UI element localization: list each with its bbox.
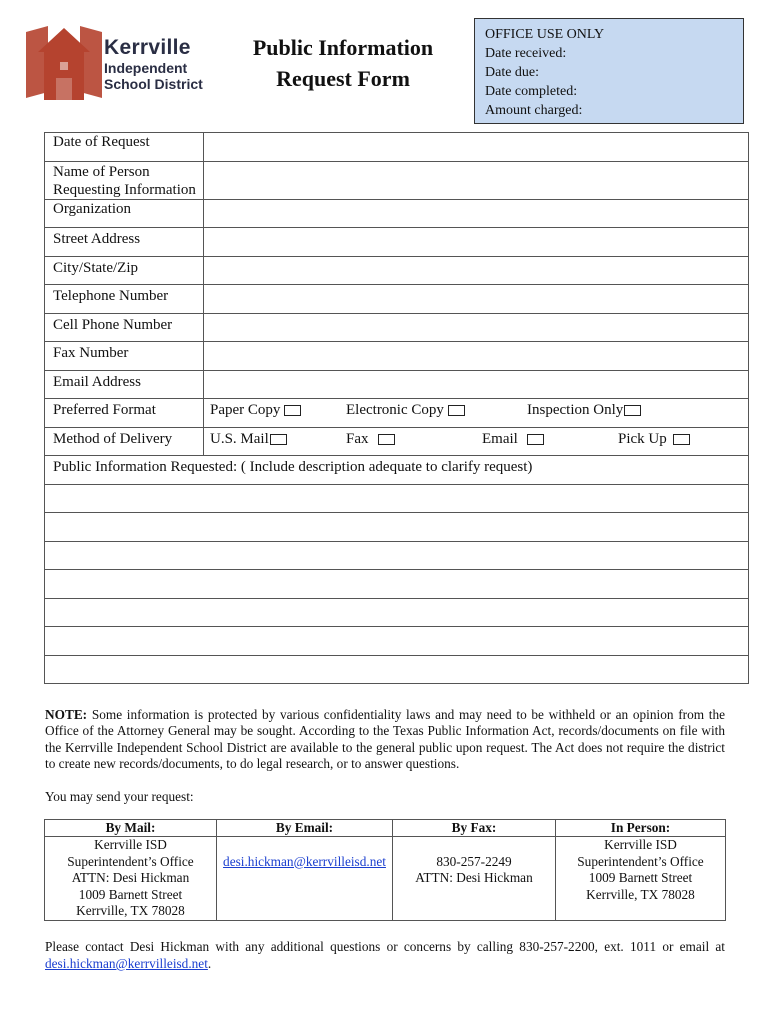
- mail-line-5: Kerrville, TX 78028: [76, 903, 185, 919]
- delivery-pickup-option[interactable]: [618, 430, 690, 448]
- footer-end: .: [207, 956, 212, 971]
- delivery-mail-option[interactable]: [210, 430, 287, 448]
- delivery-fax-label: Fax: [346, 431, 369, 447]
- by-email-address: [217, 837, 393, 921]
- person-line-1: Kerrville ISD: [604, 837, 677, 853]
- method-delivery-options: [204, 428, 749, 456]
- fax-number-label: Fax Number: [45, 342, 204, 371]
- method-delivery-label: Method of Delivery: [45, 428, 204, 456]
- fax-number-field[interactable]: [204, 342, 749, 371]
- office-date-completed: Date completed:: [485, 84, 578, 99]
- person-line-2: Superintendent’s Office: [577, 853, 704, 869]
- delivery-email-option[interactable]: [482, 430, 544, 448]
- email-link[interactable]: desi.hickman@kerrvilleisd.net: [223, 853, 386, 869]
- send-request-label: You may send your request:: [45, 789, 194, 804]
- format-inspection-label: Inspection Only: [527, 402, 624, 418]
- contact-methods-table: [44, 819, 726, 921]
- mail-line-3: ATTN: Desi Hickman: [71, 870, 190, 886]
- fax-attn: ATTN: Desi Hickman: [415, 870, 533, 886]
- office-use-box: [474, 18, 744, 124]
- organization-label: Organization: [45, 200, 204, 228]
- person-line-4: Kerrville, TX 78028: [586, 886, 695, 902]
- name-person-label: Name of Person Requesting Information: [45, 162, 204, 200]
- name-person-field[interactable]: [204, 162, 749, 200]
- format-paper-label: Paper Copy: [210, 402, 281, 418]
- in-person-address: [556, 837, 726, 921]
- request-line-3[interactable]: [45, 542, 749, 570]
- schoolhouse-icon: [24, 22, 104, 104]
- delivery-pickup-checkbox[interactable]: [673, 434, 690, 445]
- delivery-mail-label: U.S. Mail: [210, 431, 269, 447]
- logo-text-line1: Kerrville: [104, 36, 191, 59]
- delivery-fax-option[interactable]: [346, 430, 395, 448]
- fax-number: 830-257-2249: [436, 853, 512, 869]
- preferred-format-label: Preferred Format: [45, 399, 204, 428]
- info-requested-label: Public Information Requested: ( Include description adequate to clarify request): [45, 456, 749, 485]
- by-mail-heading: By Mail:: [45, 820, 217, 837]
- by-fax-heading: By Fax:: [393, 820, 556, 837]
- contact-footer: [45, 938, 725, 972]
- mail-line-2: Superintendent’s Office: [67, 853, 194, 869]
- office-date-received: Date received:: [485, 46, 567, 61]
- telephone-field[interactable]: [204, 285, 749, 314]
- format-electronic-option[interactable]: [346, 401, 465, 419]
- cell-phone-field[interactable]: [204, 314, 749, 342]
- title-line2: Request Form: [276, 66, 410, 91]
- footer-email-link[interactable]: desi.hickman@kerrvilleisd.net: [45, 956, 208, 971]
- telephone-label: Telephone Number: [45, 285, 204, 314]
- request-line-2[interactable]: [45, 513, 749, 542]
- format-inspection-option[interactable]: [527, 401, 641, 419]
- by-mail-address: [45, 837, 217, 921]
- by-fax-details: [393, 837, 556, 921]
- format-electronic-label: Electronic Copy: [346, 402, 444, 418]
- note-paragraph: [45, 707, 725, 772]
- format-inspection-checkbox[interactable]: [624, 405, 641, 416]
- delivery-email-label: Email: [482, 431, 518, 447]
- date-of-request-label: Date of Request: [45, 133, 204, 162]
- title-line1: Public Information: [252, 35, 434, 60]
- mail-line-4: 1009 Barnett Street: [78, 886, 183, 902]
- request-line-1[interactable]: [45, 485, 749, 513]
- delivery-email-checkbox[interactable]: [527, 434, 544, 445]
- district-logo: [24, 22, 224, 104]
- cell-phone-label: Cell Phone Number: [45, 314, 204, 342]
- delivery-pickup-label: Pick Up: [618, 431, 667, 447]
- note-bold-label: NOTE:: [45, 707, 88, 722]
- logo-text-line3: School District: [104, 76, 203, 92]
- in-person-heading: In Person:: [556, 820, 726, 837]
- street-address-label: Street Address: [45, 228, 204, 257]
- preferred-format-options: [204, 399, 749, 428]
- request-line-7[interactable]: [45, 656, 749, 684]
- request-line-4[interactable]: [45, 570, 749, 599]
- logo-text-line2: Independent: [104, 60, 188, 76]
- email-address-label: Email Address: [45, 371, 204, 399]
- street-address-field[interactable]: [204, 228, 749, 257]
- format-paper-option[interactable]: [210, 401, 301, 419]
- delivery-fax-checkbox[interactable]: [378, 434, 395, 445]
- organization-field[interactable]: [204, 200, 749, 228]
- office-amount-charged: Amount charged:: [485, 103, 583, 118]
- footer-text: Please contact Desi Hickman with any additional questions or concerns by calling 830-257-2200, ext. 1011 or email at: [45, 939, 725, 954]
- format-electronic-checkbox[interactable]: [448, 405, 465, 416]
- mail-line-1: Kerrville ISD: [94, 837, 167, 853]
- office-heading: OFFICE USE ONLY: [485, 27, 605, 42]
- form-title: [238, 32, 448, 94]
- note-text: Some information is protected by various confidentiality laws and may need to be withheld or an opinion from the Office of the Attorney General may be sought. According to the Texas Public Information Act, records/documents on file with the Kerrville Independent School District are available to the general public upon request. The Act does not require the district to create new records/documents, to do legal research, or to answer questions.: [45, 707, 725, 771]
- office-date-due: Date due:: [485, 65, 540, 80]
- email-address-field[interactable]: [204, 371, 749, 399]
- person-line-3: 1009 Barnett Street: [588, 870, 693, 886]
- city-state-zip-field[interactable]: [204, 257, 749, 285]
- date-of-request-field[interactable]: [204, 133, 749, 162]
- request-line-6[interactable]: [45, 627, 749, 656]
- by-email-heading: By Email:: [217, 820, 393, 837]
- request-line-5[interactable]: [45, 599, 749, 627]
- city-state-zip-label: City/State/Zip: [45, 257, 204, 285]
- request-form-table: [44, 132, 749, 684]
- delivery-mail-checkbox[interactable]: [270, 434, 287, 445]
- format-paper-checkbox[interactable]: [284, 405, 301, 416]
